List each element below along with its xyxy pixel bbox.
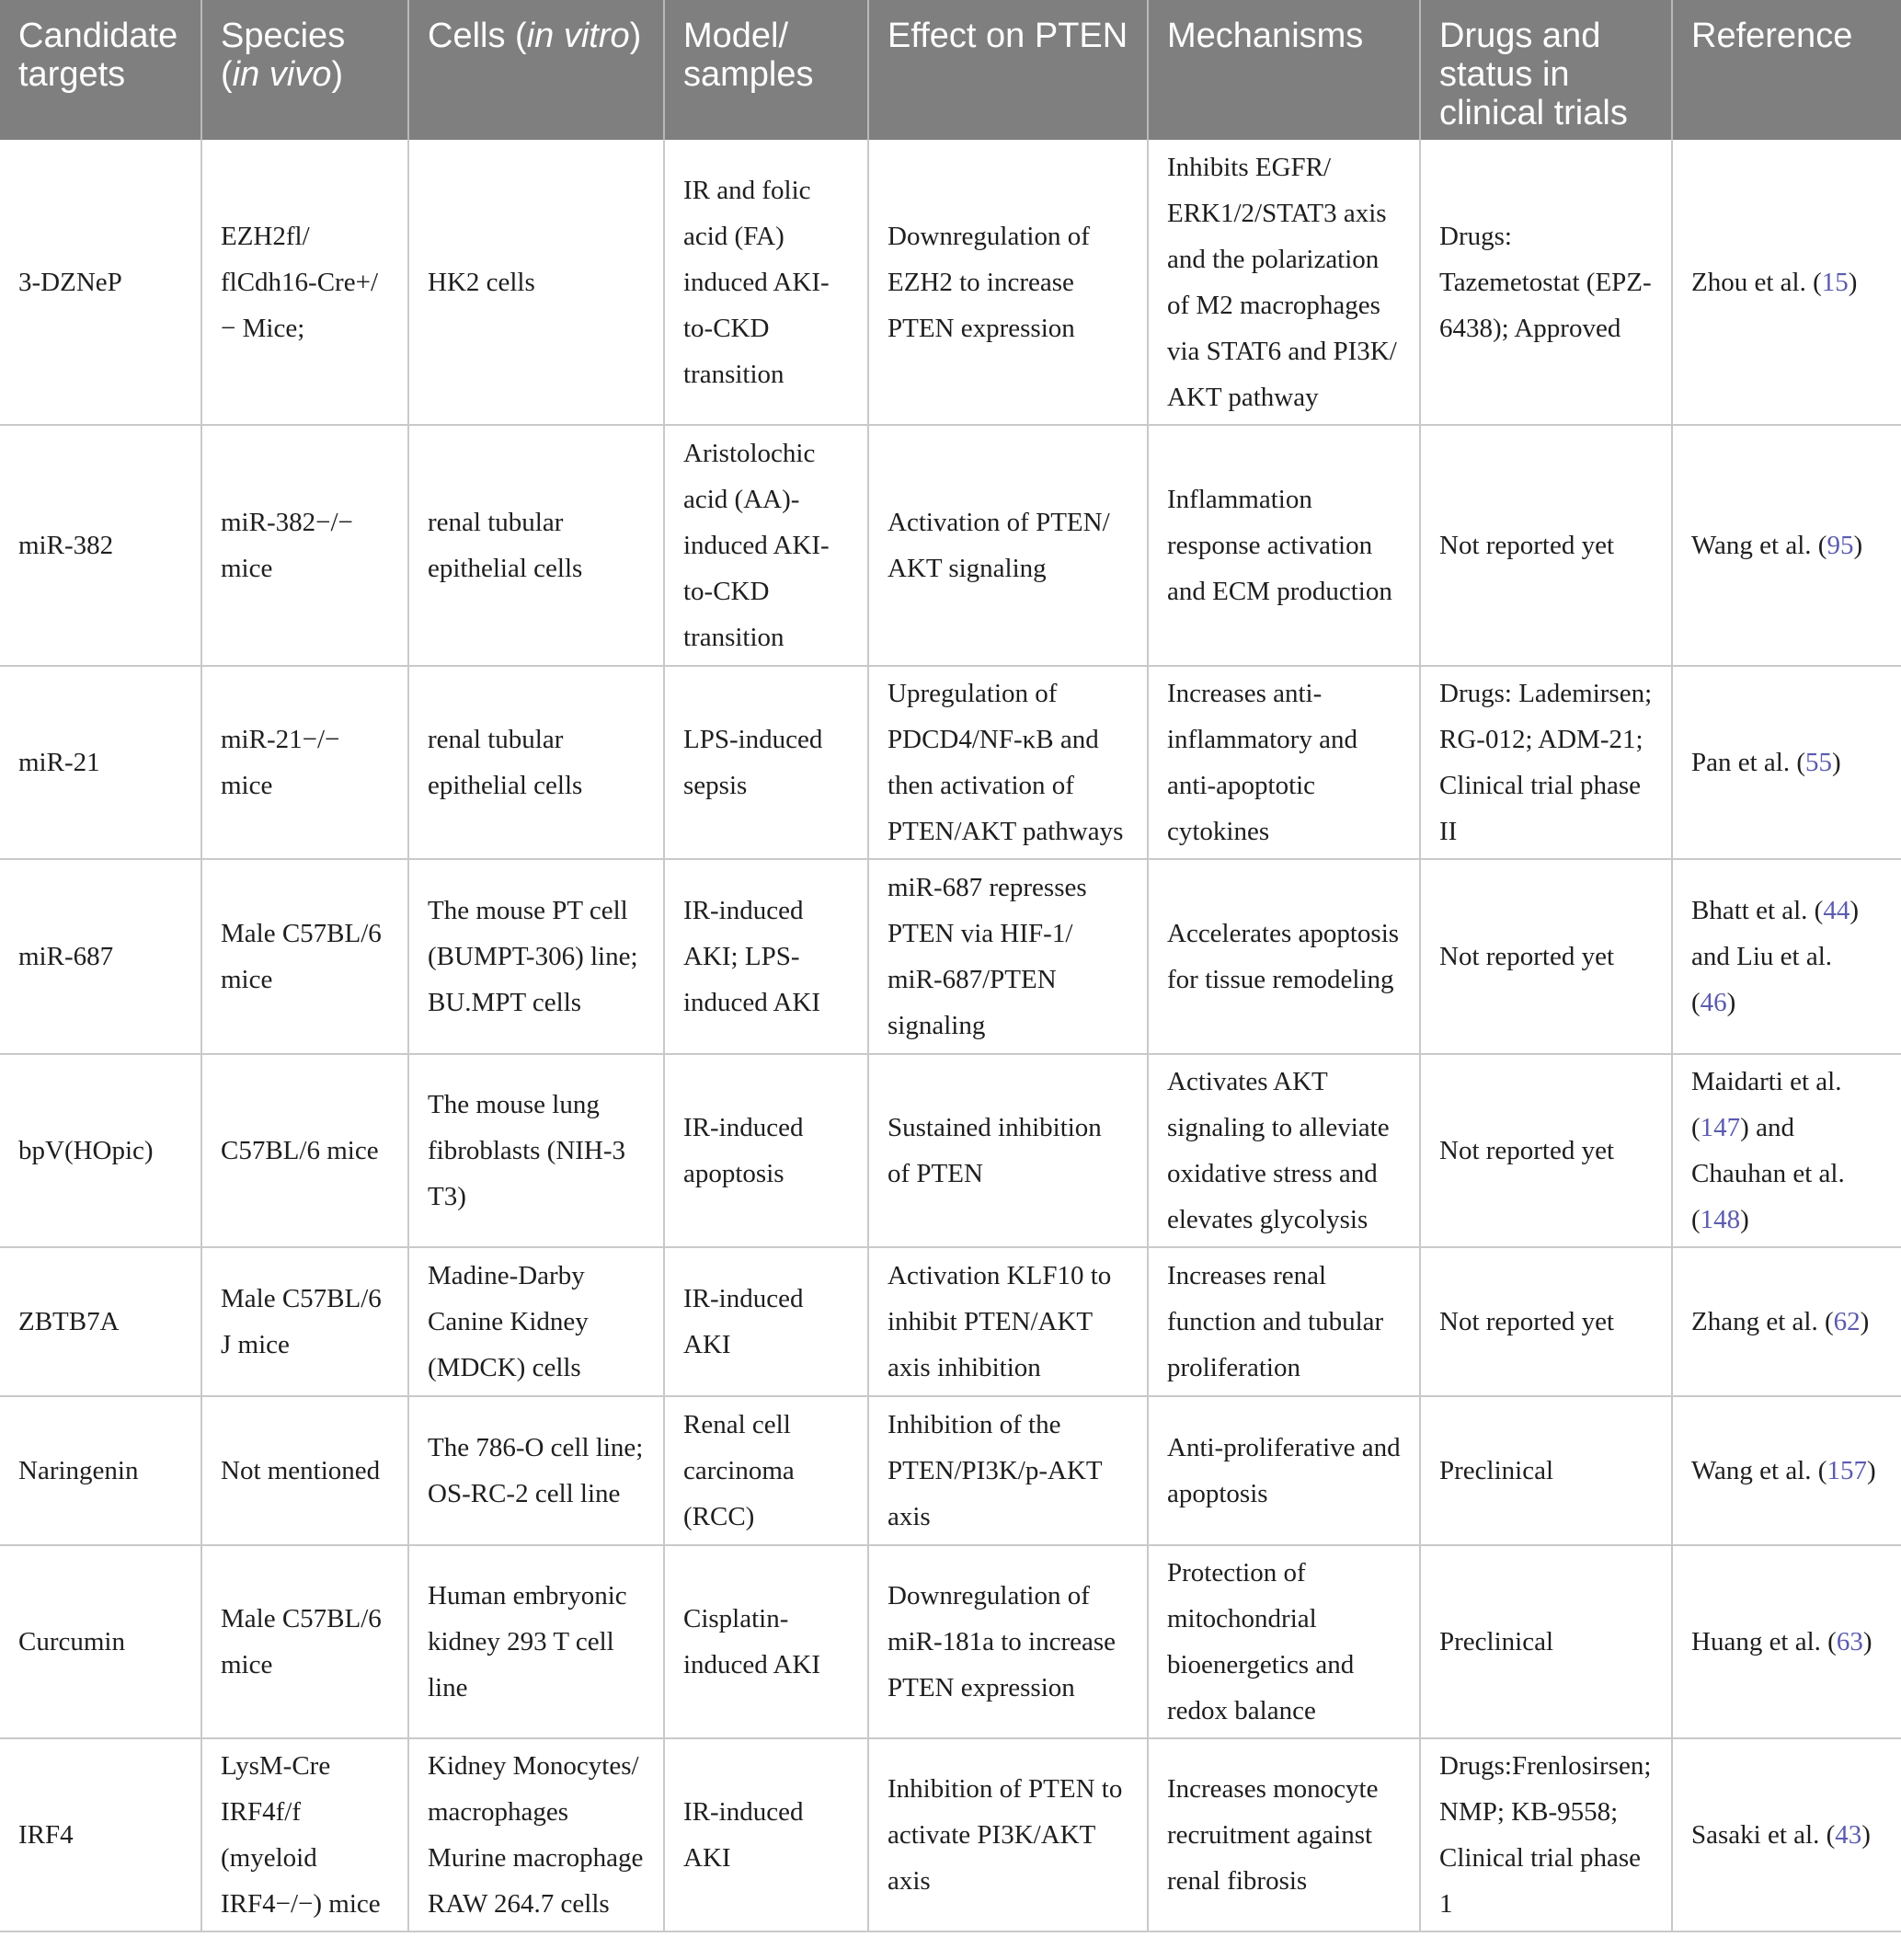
cell-target: 3-DZNeP [0, 140, 201, 425]
cell-cells: Human embryonic kidney 293 T cell line [408, 1545, 664, 1738]
reference-link[interactable]: 148 [1700, 1205, 1741, 1234]
cell-reference [1672, 1738, 1901, 1931]
cell-species: Male C57BL/6 J mice [201, 1247, 408, 1396]
cell-drugs: Not reported yet [1420, 1054, 1672, 1247]
cell-species: Male C57BL/6 mice [201, 859, 408, 1054]
reference-link[interactable]: 55 [1805, 748, 1833, 777]
table-row [0, 425, 1901, 666]
reference-text: ) and Chauhan et al. ( [1691, 1113, 1845, 1234]
reference-text: ) [1861, 1820, 1871, 1850]
cell-effect: Upregulation of PDCD4/NF-κB and then activation of PTEN/AKT pathways [868, 666, 1148, 859]
reference-link[interactable]: 44 [1823, 896, 1850, 925]
cell-model: Aristolochic acid (AA)-induced AKI-to-CKD transition [664, 425, 868, 666]
cell-model: IR and folic acid (FA) induced AKI-to-CKD transition [664, 140, 868, 425]
reference-text: Bhatt et al. ( [1691, 896, 1824, 925]
table-row [0, 1396, 1901, 1545]
cell-cells: renal tubular epithelial cells [408, 666, 664, 859]
reference-link[interactable]: 95 [1827, 531, 1854, 560]
cell-drugs: Preclinical [1420, 1396, 1672, 1545]
cell-drugs: Not reported yet [1420, 1247, 1672, 1396]
column-header-drugs-status: Drugs and status in clinical trials [1420, 0, 1672, 140]
cell-reference [1672, 1396, 1901, 1545]
reference-link[interactable]: 147 [1700, 1113, 1741, 1142]
cell-reference [1672, 425, 1901, 666]
reference-text: ) [1832, 748, 1841, 777]
cell-model: Cisplatin-induced AKI [664, 1545, 868, 1738]
cell-species: Male C57BL/6 mice [201, 1545, 408, 1738]
cell-mechanisms: Accelerates apoptosis for tissue remodeling [1148, 859, 1420, 1054]
column-header-candidate-targets: Candidate targets [0, 0, 201, 140]
cell-model: LPS-induced sepsis [664, 666, 868, 859]
cell-target: miR-687 [0, 859, 201, 1054]
cell-mechanisms: Anti-proliferative and apoptosis [1148, 1396, 1420, 1545]
reference-link[interactable]: 157 [1827, 1456, 1867, 1485]
cell-cells: Kidney Monocytes/ macrophages Murine macrophage RAW 264.7 cells [408, 1738, 664, 1931]
reference-text: ) [1866, 1456, 1876, 1485]
cell-reference [1672, 666, 1901, 859]
cell-target: bpV(HOpic) [0, 1054, 201, 1247]
reference-text: Sasaki et al. ( [1691, 1820, 1836, 1850]
cell-species: miR-382−/− mice [201, 425, 408, 666]
cell-target: Naringenin [0, 1396, 201, 1545]
cell-mechanisms: Increases anti-inflammatory and anti-apoptotic cytokines [1148, 666, 1420, 859]
cell-effect: Activation of PTEN/ AKT signaling [868, 425, 1148, 666]
table-row [0, 1738, 1901, 1931]
cell-model: IR-induced apoptosis [664, 1054, 868, 1247]
reference-text: ) [1726, 988, 1736, 1017]
cell-model: IR-induced AKI [664, 1247, 868, 1396]
table-row [0, 1054, 1901, 1247]
table-row [0, 1247, 1901, 1396]
reference-text: ) [1860, 1307, 1870, 1336]
cell-effect: Inhibition of the PTEN/PI3K/p-AKT axis [868, 1396, 1148, 1545]
reference-text: ) [1848, 267, 1858, 297]
cell-effect: Sustained inhibition of PTEN [868, 1054, 1148, 1247]
cell-mechanisms: Inhibits EGFR/ ERK1/2/STAT3 axis and the polarization of M2 macrophages via STAT6 and PI3K/ AKT pathway [1148, 140, 1420, 425]
reference-text: ) [1862, 1627, 1872, 1656]
table-row [0, 666, 1901, 859]
cell-mechanisms: Increases renal function and tubular proliferation [1148, 1247, 1420, 1396]
cell-reference [1672, 859, 1901, 1054]
cell-mechanisms: Inflammation response activation and ECM production [1148, 425, 1420, 666]
column-header-effect-on-pten: Effect on PTEN [868, 0, 1148, 140]
cell-species: EZH2fl/ flCdh16-Cre+/− Mice; [201, 140, 408, 425]
column-header-species: Species (in vivo) [201, 0, 408, 140]
reference-text: Huang et al. ( [1691, 1627, 1837, 1656]
cell-drugs: Not reported yet [1420, 425, 1672, 666]
reference-link[interactable]: 46 [1700, 988, 1727, 1017]
cell-mechanisms: Activates AKT signaling to alleviate oxidative stress and elevates glycolysis [1148, 1054, 1420, 1247]
reference-text: Zhou et al. ( [1691, 267, 1822, 297]
cell-drugs: Not reported yet [1420, 859, 1672, 1054]
table-body [0, 140, 1901, 1931]
reference-link[interactable]: 15 [1821, 267, 1849, 297]
cell-reference [1672, 1054, 1901, 1247]
reference-text: ) [1853, 531, 1863, 560]
column-header-mechanisms: Mechanisms [1148, 0, 1420, 140]
cell-target: IRF4 [0, 1738, 201, 1931]
cell-mechanisms: Protection of mitochondrial bioenergetics and redox balance [1148, 1545, 1420, 1738]
cell-species: miR-21−/− mice [201, 666, 408, 859]
reference-text: Pan et al. ( [1691, 748, 1806, 777]
cell-cells: Madine-Darby Canine Kidney (MDCK) cells [408, 1247, 664, 1396]
cell-drugs: Drugs: Tazemetostat (EPZ-6438); Approved [1420, 140, 1672, 425]
cell-species: Not mentioned [201, 1396, 408, 1545]
column-header-model-samples: Model/ samples [664, 0, 868, 140]
cell-cells: renal tubular epithelial cells [408, 425, 664, 666]
table-row [0, 140, 1901, 425]
column-header-reference: Reference [1672, 0, 1901, 140]
reference-link[interactable]: 62 [1833, 1307, 1861, 1336]
cell-effect: Downregulation of miR-181a to increase PTEN expression [868, 1545, 1148, 1738]
reference-text: Maidarti et al. ( [1691, 1067, 1842, 1142]
cell-species: LysM-Cre IRF4f/f (myeloid IRF4−/−) mice [201, 1738, 408, 1931]
cell-target: Curcumin [0, 1545, 201, 1738]
cell-drugs: Preclinical [1420, 1545, 1672, 1738]
reference-text: Wang et al. ( [1691, 1456, 1827, 1485]
cell-effect: Inhibition of PTEN to activate PI3K/AKT axis [868, 1738, 1148, 1931]
cell-species: C57BL/6 mice [201, 1054, 408, 1247]
reference-link[interactable]: 63 [1836, 1627, 1863, 1656]
cell-target: ZBTB7A [0, 1247, 201, 1396]
column-header-cells: Cells (in vitro) [408, 0, 664, 140]
cell-effect: Activation KLF10 to inhibit PTEN/AKT axis inhibition [868, 1247, 1148, 1396]
reference-link[interactable]: 43 [1835, 1820, 1862, 1850]
table-row [0, 859, 1901, 1054]
cell-drugs: Drugs:Frenlosirsen; NMP; KB-9558; Clinical trial phase 1 [1420, 1738, 1672, 1931]
reference-text: Wang et al. ( [1691, 531, 1827, 560]
cell-cells: The mouse PT cell (BUMPT-306) line; BU.MPT cells [408, 859, 664, 1054]
cell-cells: HK2 cells [408, 140, 664, 425]
cell-target: miR-21 [0, 666, 201, 859]
reference-text: Zhang et al. ( [1691, 1307, 1834, 1336]
reference-text: ) [1740, 1205, 1749, 1234]
table-row [0, 1545, 1901, 1738]
cell-model: IR-induced AKI [664, 1738, 868, 1931]
cell-effect: Downregulation of EZH2 to increase PTEN expression [868, 140, 1148, 425]
cell-effect: miR-687 represses PTEN via HIF-1/ miR-687/PTEN signaling [868, 859, 1148, 1054]
cell-target: miR-382 [0, 425, 201, 666]
cell-model: Renal cell carcinoma (RCC) [664, 1396, 868, 1545]
table-header-row [0, 0, 1901, 140]
cell-model: IR-induced AKI; LPS-induced AKI [664, 859, 868, 1054]
cell-mechanisms: Increases monocyte recruitment against renal fibrosis [1148, 1738, 1420, 1931]
cell-reference [1672, 1247, 1901, 1396]
reference-text: ) and Liu et al. ( [1691, 896, 1860, 1017]
cell-reference [1672, 140, 1901, 425]
cell-cells: The mouse lung fibroblasts (NIH-3 T3) [408, 1054, 664, 1247]
cell-drugs: Drugs: Lademirsen; RG-012; ADM-21; Clinical trial phase II [1420, 666, 1672, 859]
cell-cells: The 786-O cell line; OS-RC-2 cell line [408, 1396, 664, 1545]
cell-reference [1672, 1545, 1901, 1738]
